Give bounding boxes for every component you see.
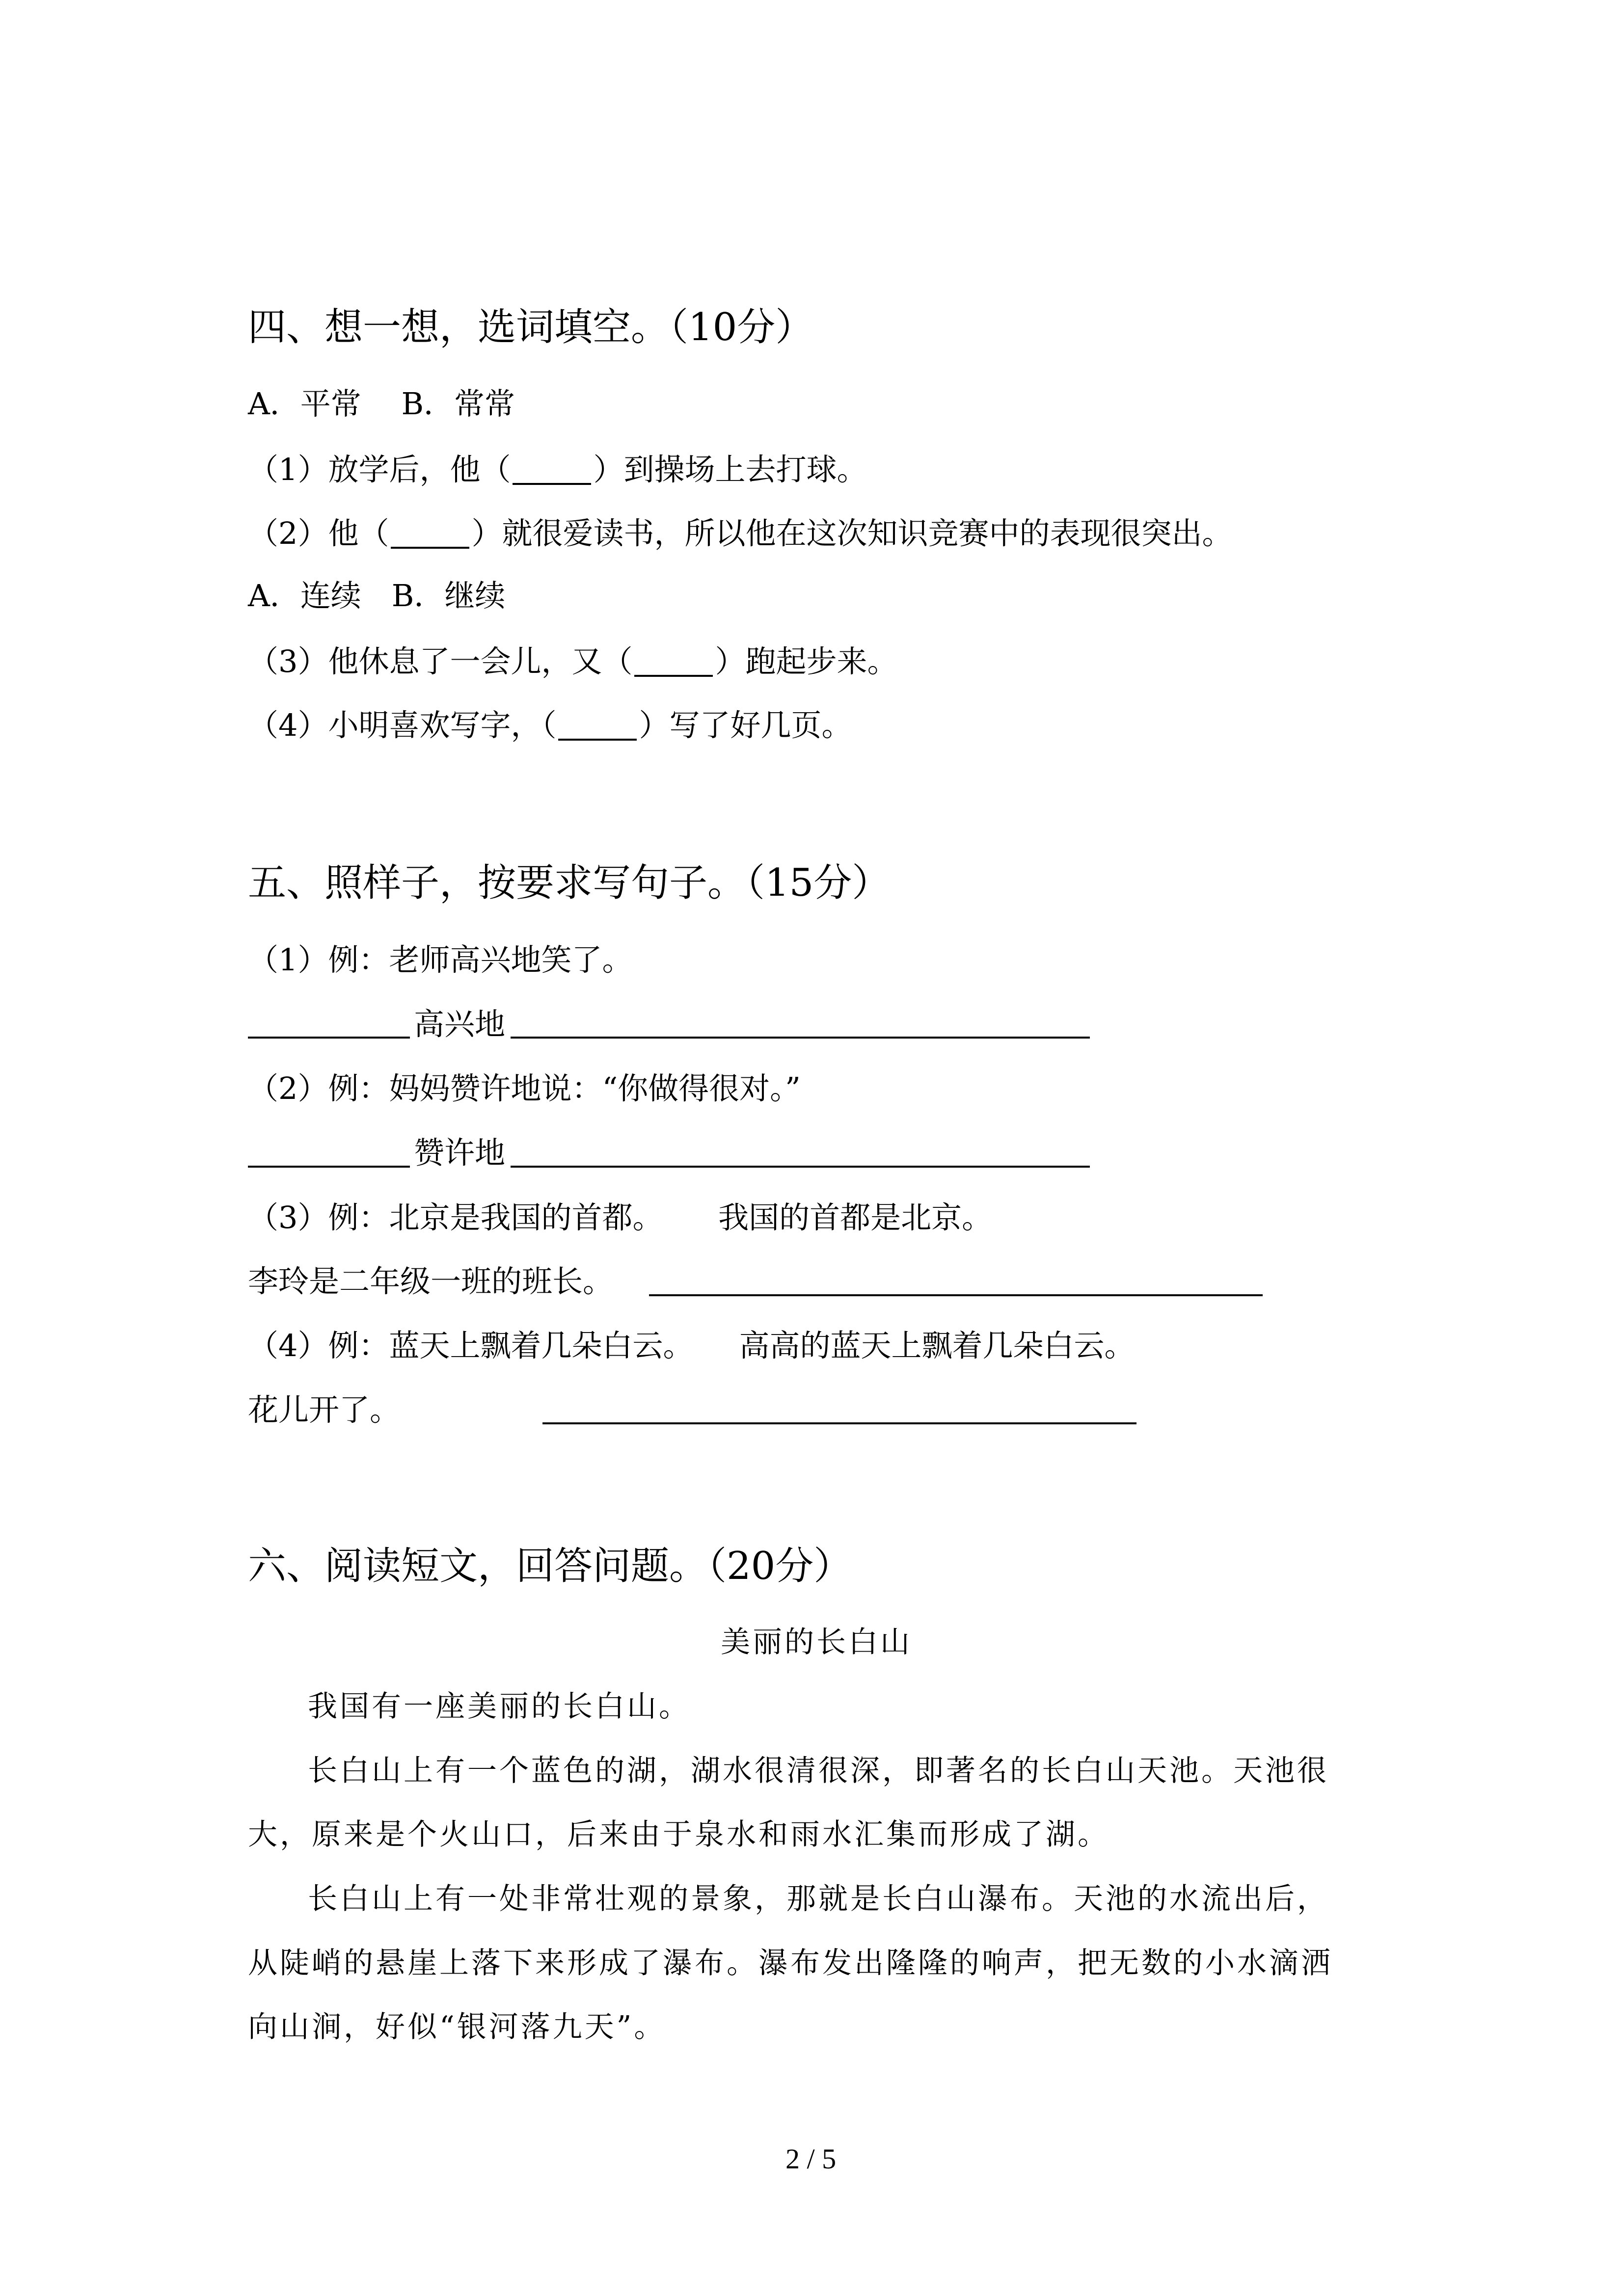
story-paragraph-1: 我国有一座美丽的长白山。 — [308, 1689, 691, 1724]
story-paragraph-2-line-1: 长白山上有一个蓝色的湖，湖水很清很深，即著名的长白山天池。天池很 — [308, 1754, 1329, 1788]
answer-blank-4[interactable] — [558, 708, 637, 741]
story-paragraph-2-line-2: 大，原来是个火山口，后来由于泉水和雨水汇集而形成了湖。 — [248, 1817, 1110, 1852]
question-4-prefix: （4）小明喜欢写字，（ — [248, 707, 557, 743]
example-1-keyword: 高兴地 — [414, 1006, 506, 1042]
answer-blank-3[interactable] — [634, 644, 713, 677]
question-4-suffix: ）写了好几页。 — [639, 707, 852, 743]
question-1-prefix: （1）放学后，他（ — [248, 452, 511, 487]
example-2: （2）例：妈妈赞许地说：“你做得很对。” — [248, 1070, 801, 1106]
question-1-suffix: ）到操场上去打球。 — [593, 452, 867, 487]
options-group-2: A．连续 B．继续 — [248, 578, 506, 614]
answer-line-1a[interactable] — [248, 1037, 410, 1039]
options-group-1: A．平常 B．常常 — [248, 386, 515, 422]
answer-line-3[interactable] — [649, 1294, 1263, 1296]
task-4-sentence: 花儿开了。 — [248, 1392, 401, 1428]
answer-line-1b[interactable] — [511, 1037, 1090, 1039]
question-2-suffix: ）就很爱读书，所以他在这次知识竞赛中的表现很突出。 — [471, 515, 1233, 551]
example-1: （1）例：老师高兴地笑了。 — [248, 942, 633, 978]
example-2-keyword: 赞许地 — [414, 1135, 506, 1171]
question-2-prefix: （2）他（ — [248, 515, 389, 551]
example-3: （3）例：北京是我国的首都。 我国的首都是北京。 — [248, 1200, 993, 1235]
question-1 — [248, 453, 867, 485]
task-3-sentence: 李玲是二年级一班的班长。 — [248, 1263, 614, 1299]
answer-blank-2[interactable] — [391, 516, 469, 549]
answer-line-2a[interactable] — [248, 1166, 410, 1168]
example-4: （4）例：蓝天上飘着几朵白云。 高高的蓝天上飘着几朵白云。 — [248, 1328, 1135, 1363]
story-paragraph-3-line-1: 长白山上有一处非常壮观的景象，那就是长白山瀑布。天池的水流出后， — [308, 1882, 1329, 1916]
answer-line-2b[interactable] — [511, 1166, 1090, 1168]
story-title: 美丽的长白山 — [721, 1625, 912, 1659]
question-4 — [248, 708, 852, 741]
question-3-suffix: ）跑起步来。 — [715, 643, 898, 679]
answer-blank-1[interactable] — [513, 453, 591, 485]
question-3 — [248, 644, 897, 677]
story-paragraph-3-line-2: 从陡峭的悬崖上落下来形成了瀑布。瀑布发出隆隆的响声，把无数的小水滴洒 — [248, 1946, 1333, 1980]
question-3-prefix: （3）他休息了一会儿，又（ — [248, 643, 633, 679]
section-4-title: 四、想一想，选词填空。（10分） — [248, 305, 814, 349]
section-6-title: 六、阅读短文，回答问题。（20分） — [248, 1544, 852, 1588]
page-number: 2 / 5 — [785, 2143, 837, 2175]
section-5-title: 五、照样子，按要求写句子。（15分） — [248, 861, 891, 905]
answer-line-4[interactable] — [542, 1422, 1137, 1424]
question-2 — [248, 516, 1232, 549]
story-paragraph-3-line-3: 向山涧，好似“银河落九天”。 — [248, 2010, 666, 2044]
